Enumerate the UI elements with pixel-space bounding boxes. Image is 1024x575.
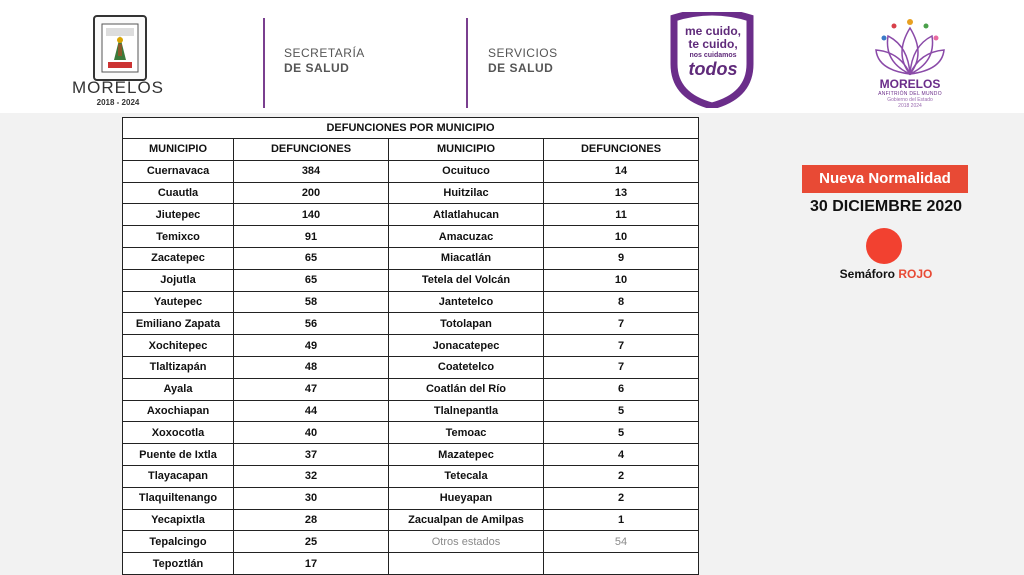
cell-defunciones: 49 — [234, 335, 389, 357]
dept2-line2: DE SALUD — [488, 61, 554, 75]
deaths-by-municipality-table — [122, 117, 699, 575]
cell-defunciones: 44 — [234, 400, 389, 422]
cell-defunciones: 10 — [544, 269, 699, 291]
state-name: MORELOS — [72, 78, 165, 97]
table-row — [123, 531, 699, 553]
cell-defunciones — [544, 553, 699, 575]
col-header-defunciones: DEFUNCIONES — [544, 139, 699, 161]
cell-defunciones: 37 — [234, 444, 389, 466]
dept1-line2: DE SALUD — [284, 61, 350, 75]
table-row — [123, 378, 699, 400]
table-row — [123, 313, 699, 335]
cell-municipio: Ocuituco — [389, 160, 544, 182]
dept-secretaria-salud — [284, 46, 365, 76]
semaforo-light — [866, 228, 902, 264]
dept2-line1: SERVICIOS — [488, 46, 558, 60]
state-years: 2018 - 2024 — [96, 98, 140, 107]
table-row — [123, 465, 699, 487]
cell-municipio: Cuautla — [123, 182, 234, 204]
table-body — [123, 160, 699, 574]
cell-municipio: Tetecala — [389, 465, 544, 487]
cell-defunciones: 54 — [544, 531, 699, 553]
cell-municipio: Totolapan — [389, 313, 544, 335]
table-row — [123, 509, 699, 531]
cell-defunciones: 8 — [544, 291, 699, 313]
cell-defunciones: 140 — [234, 204, 389, 226]
cell-municipio: Ayala — [123, 378, 234, 400]
cell-municipio: Tepalcingo — [123, 531, 234, 553]
cell-defunciones: 2 — [544, 465, 699, 487]
cell-defunciones: 6 — [544, 378, 699, 400]
cell-municipio: Xoxocotla — [123, 422, 234, 444]
logo2-tagline: ANFITRIÓN DEL MUNDO — [878, 91, 942, 97]
cell-defunciones: 13 — [544, 182, 699, 204]
col-header-defunciones: DEFUNCIONES — [234, 139, 389, 161]
logo2-gov: Gobierno del Estado — [887, 97, 933, 103]
cell-defunciones: 32 — [234, 465, 389, 487]
morelos-logo-text — [864, 78, 956, 109]
table-title: DEFUNCIONES POR MUNICIPIO — [123, 118, 699, 139]
campaign-text — [676, 25, 750, 78]
cell-defunciones: 9 — [544, 247, 699, 269]
cell-defunciones: 11 — [544, 204, 699, 226]
table-row — [123, 444, 699, 466]
morelos-seal-logo — [93, 15, 147, 81]
cell-defunciones: 65 — [234, 247, 389, 269]
cell-defunciones: 5 — [544, 400, 699, 422]
table-row — [123, 487, 699, 509]
table-row — [123, 335, 699, 357]
cell-defunciones: 91 — [234, 226, 389, 248]
cell-municipio: Temoac — [389, 422, 544, 444]
cell-municipio: Tetela del Volcán — [389, 269, 544, 291]
header-bar — [0, 0, 1024, 113]
cell-defunciones: 28 — [234, 509, 389, 531]
campaign-line3: nos cuidamos — [689, 52, 737, 59]
status-badge: Nueva Normalidad — [802, 165, 968, 193]
divider-line — [466, 18, 468, 108]
cell-defunciones: 384 — [234, 160, 389, 182]
cell-municipio: Temixco — [123, 226, 234, 248]
semaforo-value: ROJO — [898, 267, 933, 281]
logo2-name: MORELOS — [879, 77, 941, 91]
cell-municipio: Coatetelco — [389, 356, 544, 378]
cell-defunciones: 14 — [544, 160, 699, 182]
cell-municipio: Jantetelco — [389, 291, 544, 313]
cell-defunciones: 10 — [544, 226, 699, 248]
cell-municipio: Atlatlahucan — [389, 204, 544, 226]
campaign-line4: todos — [688, 59, 738, 79]
cell-municipio: Jiutepec — [123, 204, 234, 226]
table-row — [123, 182, 699, 204]
cell-defunciones: 47 — [234, 378, 389, 400]
cell-defunciones: 5 — [544, 422, 699, 444]
semaforo-label: Semáforo — [839, 267, 895, 281]
cell-municipio — [389, 553, 544, 575]
cell-defunciones: 25 — [234, 531, 389, 553]
cell-defunciones: 7 — [544, 356, 699, 378]
cell-municipio: Jonacatepec — [389, 335, 544, 357]
cell-municipio: Xochitepec — [123, 335, 234, 357]
cell-defunciones: 7 — [544, 335, 699, 357]
cell-municipio: Huitzilac — [389, 182, 544, 204]
cell-defunciones: 4 — [544, 444, 699, 466]
cell-defunciones: 30 — [234, 487, 389, 509]
report-date: 30 DICIEMBRE 2020 — [809, 198, 963, 215]
divider-line — [263, 18, 265, 108]
cell-municipio: Tepoztlán — [123, 553, 234, 575]
logo2-years: 2018 2024 — [898, 103, 922, 109]
morelos-flower-logo — [874, 14, 946, 78]
table-row — [123, 226, 699, 248]
cell-defunciones: 17 — [234, 553, 389, 575]
table-row — [123, 553, 699, 575]
cell-municipio: Mazatepec — [389, 444, 544, 466]
table-row — [123, 400, 699, 422]
dept1-line1: SECRETARÍA — [284, 46, 365, 60]
cell-defunciones: 65 — [234, 269, 389, 291]
cell-municipio: Amacuzac — [389, 226, 544, 248]
cell-defunciones: 48 — [234, 356, 389, 378]
cell-municipio: Yautepec — [123, 291, 234, 313]
cell-municipio: Miacatlán — [389, 247, 544, 269]
col-header-municipio: MUNICIPIO — [123, 139, 234, 161]
cell-municipio: Axochiapan — [123, 400, 234, 422]
cell-defunciones: 200 — [234, 182, 389, 204]
table-row — [123, 291, 699, 313]
cell-municipio: Yecapixtla — [123, 509, 234, 531]
cell-defunciones: 58 — [234, 291, 389, 313]
cell-municipio: Tlaltizapán — [123, 356, 234, 378]
table-row — [123, 160, 699, 182]
semaforo-status — [806, 267, 966, 281]
col-header-municipio: MUNICIPIO — [389, 139, 544, 161]
cell-municipio: Cuernavaca — [123, 160, 234, 182]
campaign-line1: me cuido, — [684, 24, 741, 38]
cell-defunciones: 1 — [544, 509, 699, 531]
cell-municipio: Zacatepec — [123, 247, 234, 269]
cell-municipio: Otros estados — [389, 531, 544, 553]
cell-defunciones: 2 — [544, 487, 699, 509]
cell-municipio: Zacualpan de Amilpas — [389, 509, 544, 531]
cell-municipio: Coatlán del Río — [389, 378, 544, 400]
table-row — [123, 204, 699, 226]
cell-defunciones: 56 — [234, 313, 389, 335]
table-row — [123, 422, 699, 444]
cell-municipio: Hueyapan — [389, 487, 544, 509]
cell-defunciones: 7 — [544, 313, 699, 335]
cell-municipio: Tlayacapan — [123, 465, 234, 487]
campaign-line2: te cuido, — [688, 37, 738, 51]
table-row — [123, 247, 699, 269]
cell-municipio: Puente de Ixtla — [123, 444, 234, 466]
cell-municipio: Tlaquiltenango — [123, 487, 234, 509]
table-row — [123, 356, 699, 378]
cell-municipio: Emiliano Zapata — [123, 313, 234, 335]
table-row — [123, 269, 699, 291]
dept-servicios-salud — [488, 46, 558, 76]
cell-defunciones: 40 — [234, 422, 389, 444]
cell-municipio: Jojutla — [123, 269, 234, 291]
cell-municipio: Tlalnepantla — [389, 400, 544, 422]
